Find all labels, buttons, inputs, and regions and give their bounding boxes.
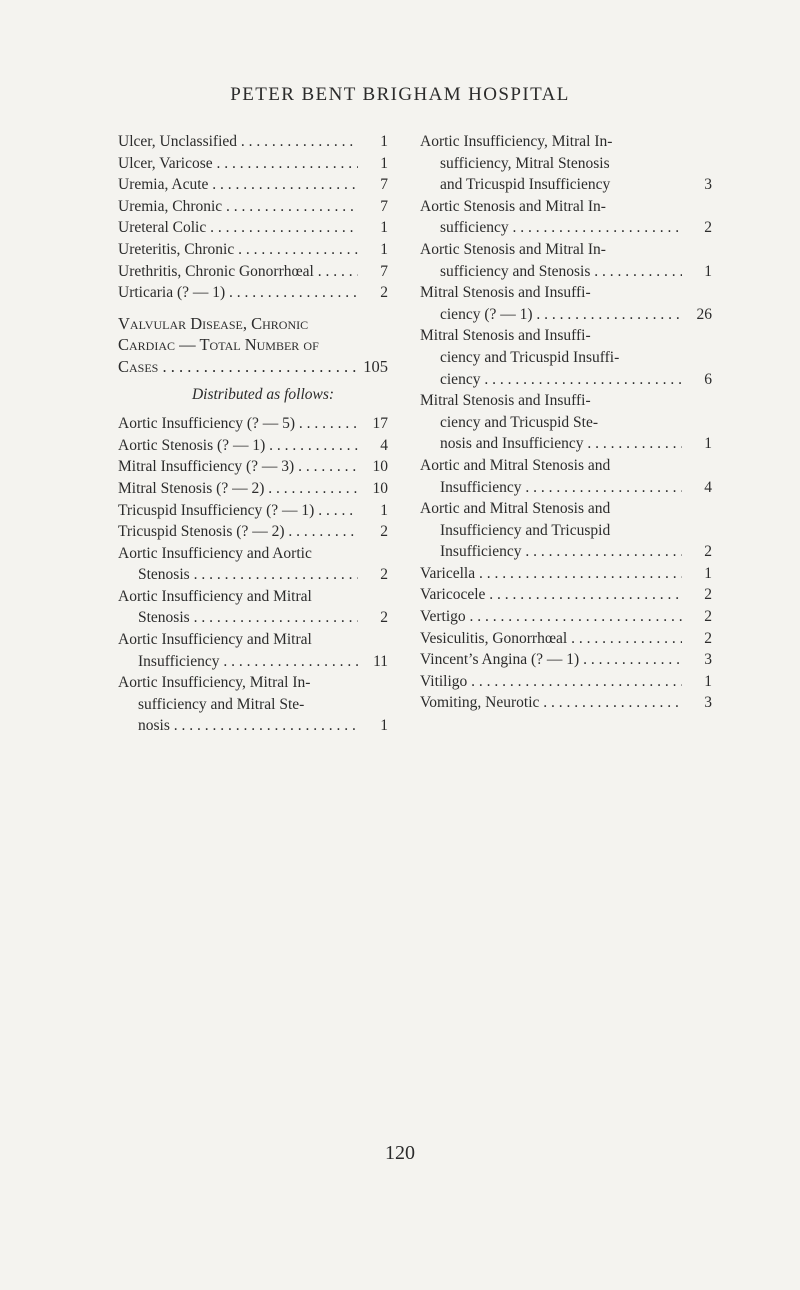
- list-item: Aortic Insufficiency (? — 5) . . . 17: [118, 413, 388, 435]
- list-item: Aortic Insufficiency, Mitral In- sufficiency, Mitral Stenosis and Tricuspid Insufficiency 3: [420, 133, 712, 194]
- left-column: [118, 131, 388, 737]
- list-item: Tricuspid Stenosis (? — 2) . . . 2: [118, 521, 388, 543]
- running-header: PETER BENT BRIGHAM HOSPITAL: [230, 84, 570, 105]
- list-item: Aortic and Mitral Stenosis and Insufficiency and Tricuspid Insufficiency . . . 2: [420, 498, 712, 563]
- list-item: Aortic Insufficiency, Mitral In- sufficiency and Mitral Ste- nosis . . . 1: [118, 672, 388, 737]
- list-item: Uremia, Acute . . . 7: [118, 174, 388, 196]
- list-item: Ulcer, Unclassified . . . 1: [118, 131, 388, 153]
- list-item: Urethritis, Chronic Gonorrhœal . . . 7: [118, 261, 388, 283]
- list-item: Ureteral Colic . . . 1: [118, 217, 388, 239]
- list-item: Mitral Stenosis and Insuffi- ciency and Tricuspid Insuffi- ciency . . . 6: [420, 325, 712, 390]
- list-item: Ureteritis, Chronic . . . 1: [118, 239, 388, 261]
- list-item: Mitral Insufficiency (? — 3) . . . 10: [118, 456, 388, 478]
- list-item: Varicocele . . . 2: [420, 584, 712, 606]
- section-heading: Valvular Disease, Chronic Cardiac — Total Number of Cases . . . 105: [118, 313, 388, 378]
- list-item: Mitral Stenosis and Insuffi- ciency (? — 1) . . . 26: [420, 282, 712, 325]
- list-item: Varicella . . . 1: [420, 563, 712, 585]
- list-item: Aortic Insufficiency and Mitral Stenosis . . . 2: [118, 586, 388, 629]
- list-item: Aortic and Mitral Stenosis and Insufficiency . . . 4: [420, 455, 712, 498]
- right-column: [420, 131, 712, 714]
- list-item: Vincent’s Angina (? — 1) . . . 3: [420, 649, 712, 671]
- list-item: Mitral Stenosis and Insuffi- ciency and Tricuspid Ste- nosis and Insufficiency . . . 1: [420, 390, 712, 455]
- list-item: Vitiligo . . . 1: [420, 671, 712, 693]
- list-item: Ulcer, Varicose . . . 1: [118, 153, 388, 175]
- subheading: Distributed as follows:: [191, 385, 335, 403]
- list-item: Vomiting, Neurotic . . . 3: [420, 692, 712, 714]
- list-item: Vesiculitis, Gonorrhœal . . . 2: [420, 628, 712, 650]
- list-item: Aortic Insufficiency and Mitral Insufficiency . . . 11: [118, 629, 388, 672]
- page-number: 120: [385, 1142, 415, 1164]
- list-item: Aortic Stenosis (? — 1) . . . 4: [118, 435, 388, 457]
- list-item: Aortic Stenosis and Mitral In- sufficiency . . . 2: [420, 196, 712, 239]
- list-item: Uremia, Chronic . . . 7: [118, 196, 388, 218]
- list-item: Mitral Stenosis (? — 2) . . . 10: [118, 478, 388, 500]
- list-item: Aortic Stenosis and Mitral In- sufficiency and Stenosis . . . 1: [420, 239, 712, 282]
- list-item: Tricuspid Insufficiency (? — 1) . . . 1: [118, 500, 388, 522]
- list-item: Aortic Insufficiency and Aortic Stenosis . . . 2: [118, 543, 388, 586]
- list-item: Vertigo . . . 2: [420, 606, 712, 628]
- list-item: Urticaria (? — 1) . . . 2: [118, 282, 388, 304]
